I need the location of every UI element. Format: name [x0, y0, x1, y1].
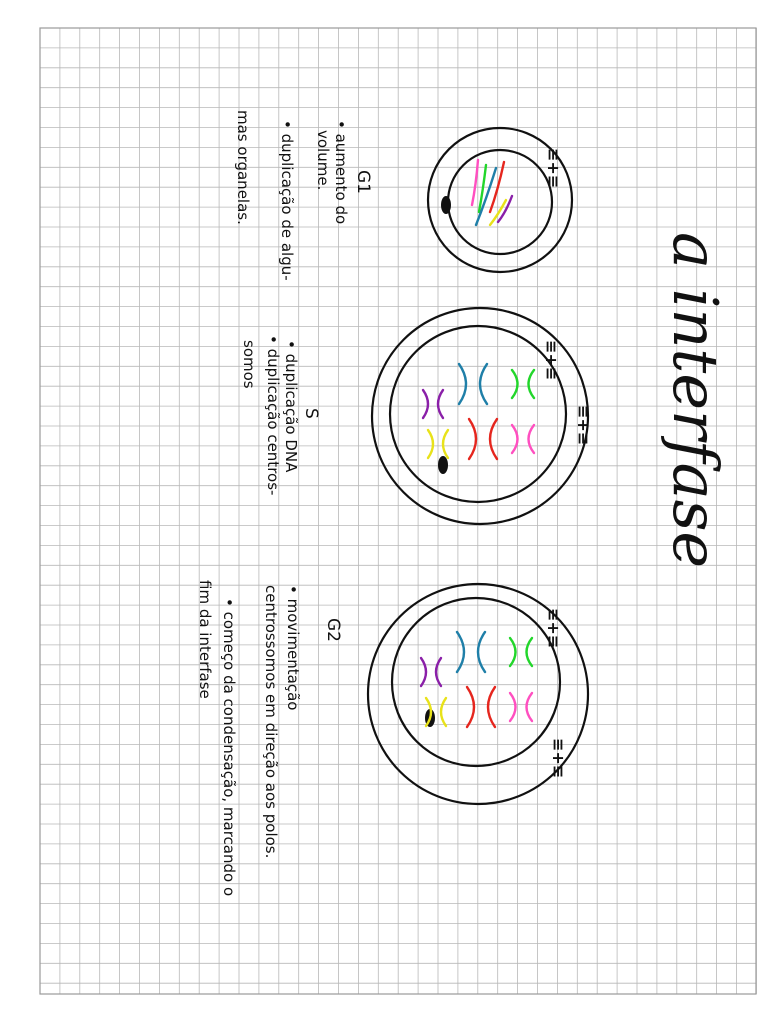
centrosome-mark-s-2: ≡+≡	[574, 405, 593, 446]
centrosome-mark-g2-2: ≡+≡	[549, 738, 568, 779]
nucleolus-s	[438, 456, 448, 474]
phase-label-s: S	[301, 408, 321, 419]
note-g1-line2: volume.	[314, 130, 332, 191]
centrosome-mark-s-1: ≡+≡	[542, 340, 561, 381]
note-g2-line4: fim da interfase	[196, 580, 214, 699]
phase-label-g1: G1	[353, 170, 373, 194]
note-g2-line1: • movimentação	[284, 585, 302, 711]
note-s-line2: • duplicação centros-	[264, 335, 282, 496]
phase-label-g2: G2	[323, 618, 343, 642]
note-g1-line1: • aumento do	[332, 120, 350, 225]
note-s-line1: • duplicação DNA	[282, 340, 300, 473]
note-g2-line3: • começo da condensação, marcando o	[220, 598, 238, 897]
note-g2-line2: centrossomos em direção aos polos.	[262, 585, 280, 859]
page-title: a interfase	[659, 232, 732, 569]
nucleolus-g1	[441, 196, 451, 214]
note-g1-line4: mas organelas.	[234, 110, 252, 225]
note-g1-line3: • duplicação de algu-	[278, 120, 296, 281]
centrosome-mark-g1: ≡+≡	[544, 148, 563, 189]
note-s-line3: somos	[240, 340, 258, 389]
centrosome-mark-g2-1: ≡+≡	[544, 608, 563, 649]
